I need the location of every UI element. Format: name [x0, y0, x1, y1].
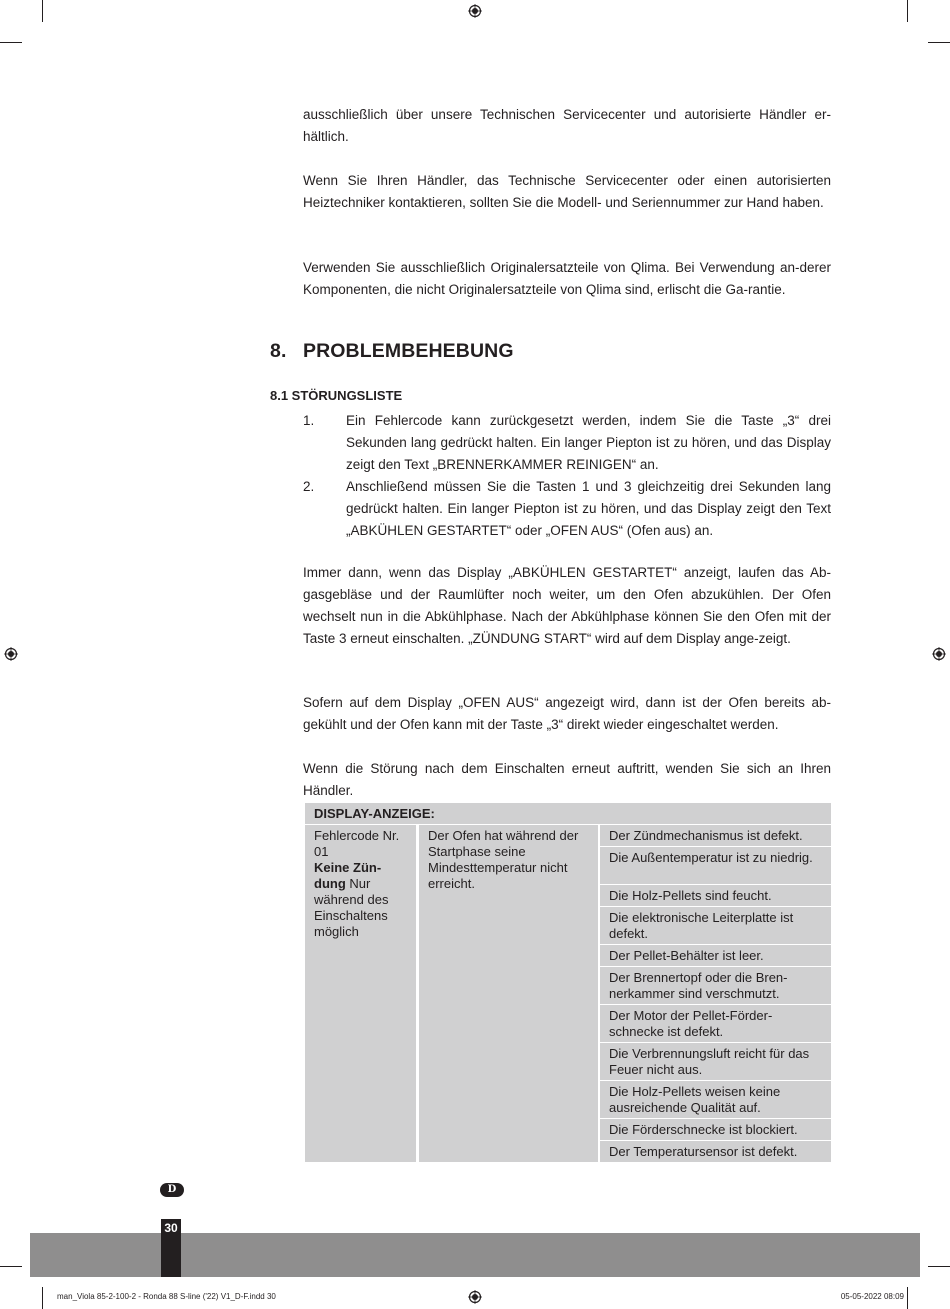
- slug-date: 05-05-2022 08:09: [840, 1292, 904, 1301]
- registration-mark-icon: [468, 4, 482, 18]
- cause-cell: Die Verbrennungsluft reicht für das Feuer nicht aus.: [600, 1043, 831, 1080]
- intro-paragraph: Wenn Sie Ihren Händler, das Technische Servicecenter oder einen autorisierten Heiztechniker kontaktieren, sollten Sie die Modell- und Seriennummer zur Hand haben.: [303, 173, 831, 210]
- cause-cell: Der Temperatursensor ist defekt.: [600, 1141, 831, 1162]
- fault-description-cell: [419, 825, 598, 1162]
- intro-paragraph: Verwenden Sie ausschließlich Originalersatzteile von Qlima. Bei Verwendung an-derer Komponenten, die nicht Originalersatzteile von Qlima sind, erlischt die Ga-rantie.: [303, 260, 831, 297]
- crop-mark: [928, 42, 950, 43]
- step-text: Anschließend müssen Sie die Tasten 1 und 3 gleichzeitig drei Sekunden lang gedrückt halten. Ein langer Piepton ist zu hören, und das Display zeigt den Text „ABKÜHLEN GESTARTET“ oder „OFEN AUS“ (Ofen aus) an.: [346, 479, 831, 538]
- cause-cell: Die Holz-Pellets weisen keine ausreichende Qualität auf.: [600, 1081, 831, 1118]
- step-number: 2.: [303, 479, 315, 494]
- crop-mark: [907, 0, 908, 22]
- page-number: 30: [161, 1219, 181, 1277]
- crop-mark: [0, 1266, 22, 1267]
- fault-description: Der Ofen hat während der Startphase seine Mindesttemperatur nicht erreicht.: [428, 828, 579, 891]
- list-item: [303, 476, 831, 542]
- fault-code: Fehlercode Nr. 01: [314, 828, 400, 859]
- crop-mark: [0, 42, 22, 43]
- body-paragraph: Sofern auf dem Display „OFEN AUS“ angezeigt wird, dann ist der Ofen bereits ab-gekühlt und der Ofen kann mit der Taste „3“ direkt wieder eingeschaltet werden.: [303, 695, 831, 732]
- language-badge: D: [160, 1183, 184, 1197]
- registration-mark-icon: [932, 647, 946, 661]
- subsection-heading: 8.1 STÖRUNGSLISTE: [270, 388, 403, 403]
- body-paragraph: Immer dann, wenn das Display „ABKÜHLEN GESTARTET“ anzeigt, laufen das Ab-gasgebläse und der Raumlüfter noch weiter, um den Ofen abzukühlen. Der Ofen wechselt nun in die Abkühlphase. Nach der Abkühlphase können Sie den Ofen mit der Taste 3 erneut einschalten. „ZÜNDUNG START“ wird auf dem Display ange-zeigt.: [303, 565, 831, 646]
- slug-filename: man_Viola 85-2-100-2 - Ronda 88 S-line ('22) V1_D-F.indd 30: [57, 1292, 276, 1301]
- cause-cell: Der Motor der Pellet-Förder-schnecke ist defekt.: [600, 1005, 831, 1042]
- cause-cell: Der Zündmechanismus ist defekt.: [600, 825, 831, 846]
- fault-code-cell: [305, 825, 416, 1162]
- intro-paragraph: ausschließlich über unsere Technischen Servicecenter und autorisierte Händler er-hältlich.: [303, 107, 831, 144]
- cause-cell: Die elektronische Leiterplatte ist defekt.: [600, 907, 831, 944]
- step-number: 1.: [303, 413, 315, 428]
- crop-mark: [42, 1287, 43, 1309]
- step-text: Ein Fehlercode kann zurückgesetzt werden, indem Sie die Taste „3“ drei Sekunden lang gedrückt halten. Ein langer Piepton ist zu hören, und das Display zeigt den Text „BRENNERKAMMER REINIGEN“ an.: [346, 413, 831, 472]
- table-header: DISPLAY-ANZEIGE:: [305, 803, 831, 824]
- registration-mark-icon: [468, 1290, 482, 1304]
- steps-list: [303, 410, 831, 542]
- section-heading: [270, 340, 514, 363]
- fault-note: Nur während des Einschaltens möglich: [314, 876, 389, 939]
- crop-mark: [907, 1287, 908, 1309]
- cause-cell: Die Förderschnecke ist blockiert.: [600, 1119, 831, 1140]
- crop-mark: [928, 1266, 950, 1267]
- cause-cell: Die Außentemperatur ist zu niedrig.: [600, 847, 831, 884]
- body-paragraph: Wenn die Störung nach dem Einschalten erneut auftritt, wenden Sie sich an Ihren Händler.: [303, 761, 831, 798]
- fault-name: Keine Zün-dung: [314, 860, 382, 891]
- cause-cell: Der Pellet-Behälter ist leer.: [600, 945, 831, 966]
- registration-mark-icon: [4, 647, 18, 661]
- cause-cell: Der Brennertopf oder die Bren-nerkammer sind verschmutzt.: [600, 967, 831, 1004]
- crop-mark: [42, 0, 43, 22]
- cause-cell: Die Holz-Pellets sind feucht.: [600, 885, 831, 906]
- list-item: [303, 410, 831, 476]
- section-number: 8.: [270, 340, 287, 362]
- section-title: PROBLEMBEHEBUNG: [303, 340, 514, 362]
